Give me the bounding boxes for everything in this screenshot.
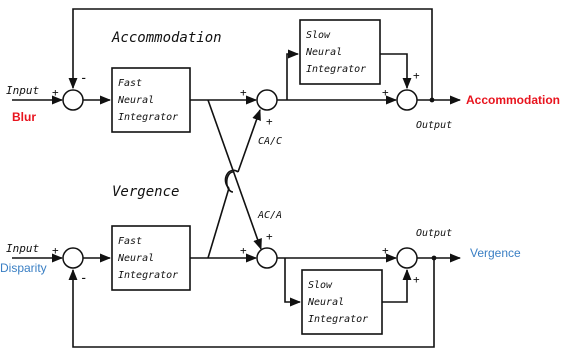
accommodation-output-name: Accommodation: [466, 93, 561, 107]
vergence-slow-label-1: Slow: [308, 280, 333, 291]
sign-plus-verg-input: +: [52, 244, 59, 257]
vergence-input-label: Input: [6, 242, 40, 255]
crosslink-crossover-bump: [227, 172, 233, 192]
sign-minus-acc-feedback: -: [80, 71, 88, 86]
vergence-fast-label-3: Integrator: [118, 270, 179, 281]
sign-plus-acc-input: +: [52, 86, 59, 99]
vergence-output-name: Vergence: [470, 246, 521, 260]
sign-plus-acc-cac: +: [266, 115, 273, 128]
accommodation-output-summing-junction: [397, 90, 417, 110]
sign-plus-acc-direct: +: [382, 86, 389, 99]
vergence-title: Vergence: [112, 184, 180, 200]
blur-input-name: Blur: [12, 110, 36, 124]
vergence-slow-output-arrow: [382, 270, 407, 302]
sign-plus-verg-fast: +: [240, 244, 247, 257]
sign-plus-verg-aca: +: [266, 230, 273, 243]
ca-c-crosslink-lower: [208, 188, 229, 258]
vergence-output-summing-junction: [397, 248, 417, 268]
ca-c-gain-label: CA/C: [258, 136, 283, 147]
vergence-fast-label-1: Fast: [118, 236, 143, 247]
accommodation-output-label: Output: [416, 120, 453, 131]
vergence-slow-branch-arrow: [285, 258, 300, 302]
ac-a-crosslink: [208, 100, 261, 249]
accommodation-input-label: Input: [6, 84, 40, 97]
accommodation-title: Accommodation: [112, 30, 222, 46]
ac-a-gain-label: AC/A: [258, 210, 283, 221]
sign-plus-acc-slow: +: [413, 69, 420, 82]
accommodation-crosslink-summing-junction: [257, 90, 277, 110]
sign-minus-verg-feedback: -: [80, 271, 88, 286]
vergence-crosslink-summing-junction: [257, 248, 277, 268]
vergence-output-label: Output: [416, 228, 453, 239]
accommodation-slow-output-arrow: [380, 54, 407, 88]
accommodation-fast-label-3: Integrator: [118, 112, 179, 123]
vergence-slow-label-2: Neural: [308, 297, 345, 308]
sign-plus-verg-direct: +: [382, 244, 389, 257]
accommodation-input-summing-junction: [63, 90, 83, 110]
disparity-input-name: Disparity: [0, 261, 47, 275]
accommodation-slow-label-1: Slow: [306, 30, 331, 41]
sign-plus-verg-slow: +: [413, 273, 420, 286]
ca-c-crosslink-upper: [238, 110, 260, 172]
sign-plus-acc-fast: +: [240, 86, 247, 99]
accommodation-fast-label-1: Fast: [118, 78, 143, 89]
accommodation-slow-branch-arrow: [287, 54, 298, 100]
accommodation-slow-label-2: Neural: [306, 47, 343, 58]
accommodation-fast-label-2: Neural: [118, 95, 155, 106]
vergence-input-summing-junction: [63, 248, 83, 268]
vergence-fast-label-2: Neural: [118, 253, 155, 264]
accommodation-slow-label-3: Integrator: [306, 64, 367, 75]
vergence-slow-label-3: Integrator: [308, 314, 369, 325]
